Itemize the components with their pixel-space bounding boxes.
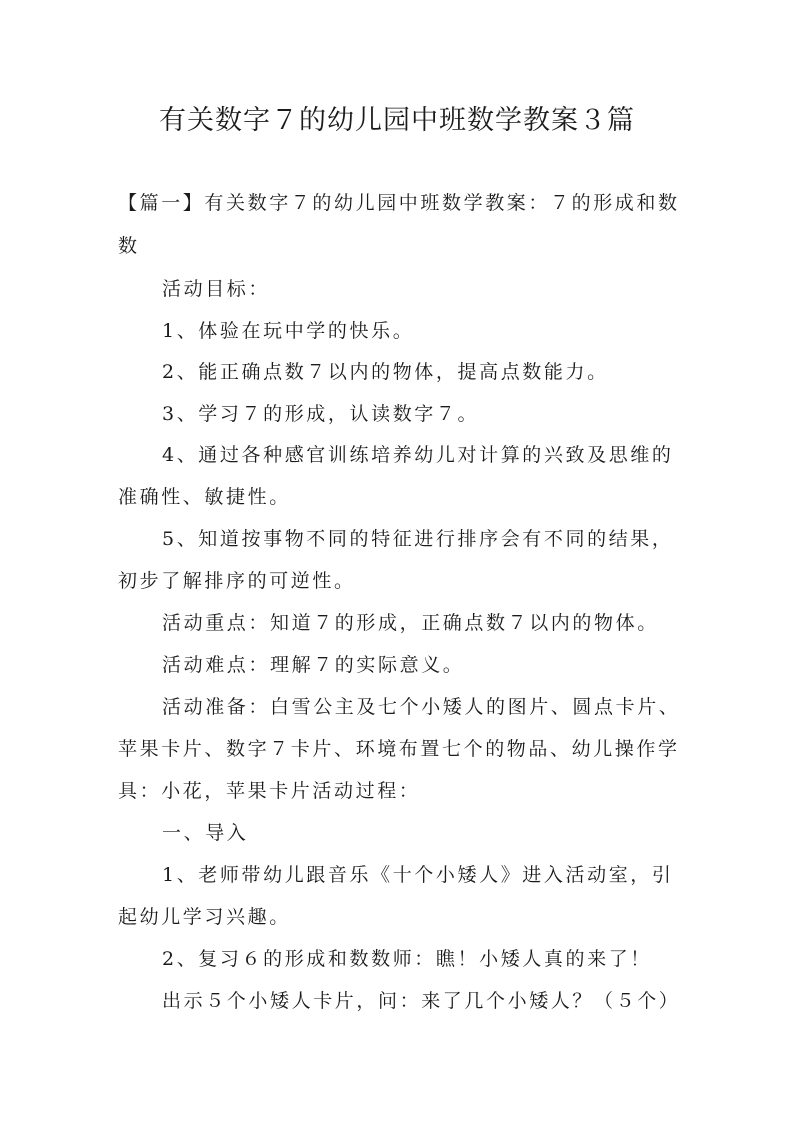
step-1-line-1: 1、老师带幼儿跟音乐《十个小矮人》进入活动室，引	[162, 864, 674, 886]
objective-5-line-1: 5、知道按事物不同的特征进行排序会有不同的结果，	[162, 528, 674, 550]
step-1-line-2: 起幼儿学习兴趣。	[118, 906, 291, 928]
objective-4-line-1: 4、通过各种感官训练培养幼儿对计算的兴致及思维的	[162, 444, 674, 466]
objective-3: 3、学习７的形成，认读数字７。	[162, 403, 480, 425]
objectives-heading: 活动目标：	[162, 278, 271, 300]
preparation-line-2: 苹果卡片、数字７卡片、环境布置七个的物品、幼儿操作学	[118, 738, 680, 760]
difficulty: 活动难点：理解７的实际意义。	[162, 654, 465, 676]
preparation-line-3: 具：小花，苹果卡片活动过程：	[118, 780, 421, 802]
step-heading-intro: 一、导入	[162, 822, 249, 844]
document-title: 有关数字７的幼儿园中班数学教案３篇	[159, 105, 635, 136]
section-heading-line-2: 数	[118, 235, 140, 257]
objective-2: 2、能正确点数７以内的物体，提高点数能力。	[162, 361, 609, 383]
section-heading-line-1: 【篇一】有关数字７的幼儿园中班数学教案：７的形成和数	[118, 192, 680, 214]
objective-4-line-2: 准确性、敏捷性。	[118, 486, 291, 508]
preparation-line-1: 活动准备：白雪公主及七个小矮人的图片、圆点卡片、	[162, 696, 681, 718]
step-2-question: 出示５个小矮人卡片，问：来了几个小矮人？（５个）	[162, 990, 681, 1012]
key-point: 活动重点：知道７的形成，正确点数７以内的物体。	[162, 612, 659, 634]
objective-1: 1、体验在玩中学的快乐。	[162, 320, 415, 342]
step-2: 2、复习６的形成和数数师：瞧！小矮人真的来了！	[162, 948, 652, 970]
objective-5-line-2: 初步了解排序的可逆性。	[118, 570, 356, 592]
